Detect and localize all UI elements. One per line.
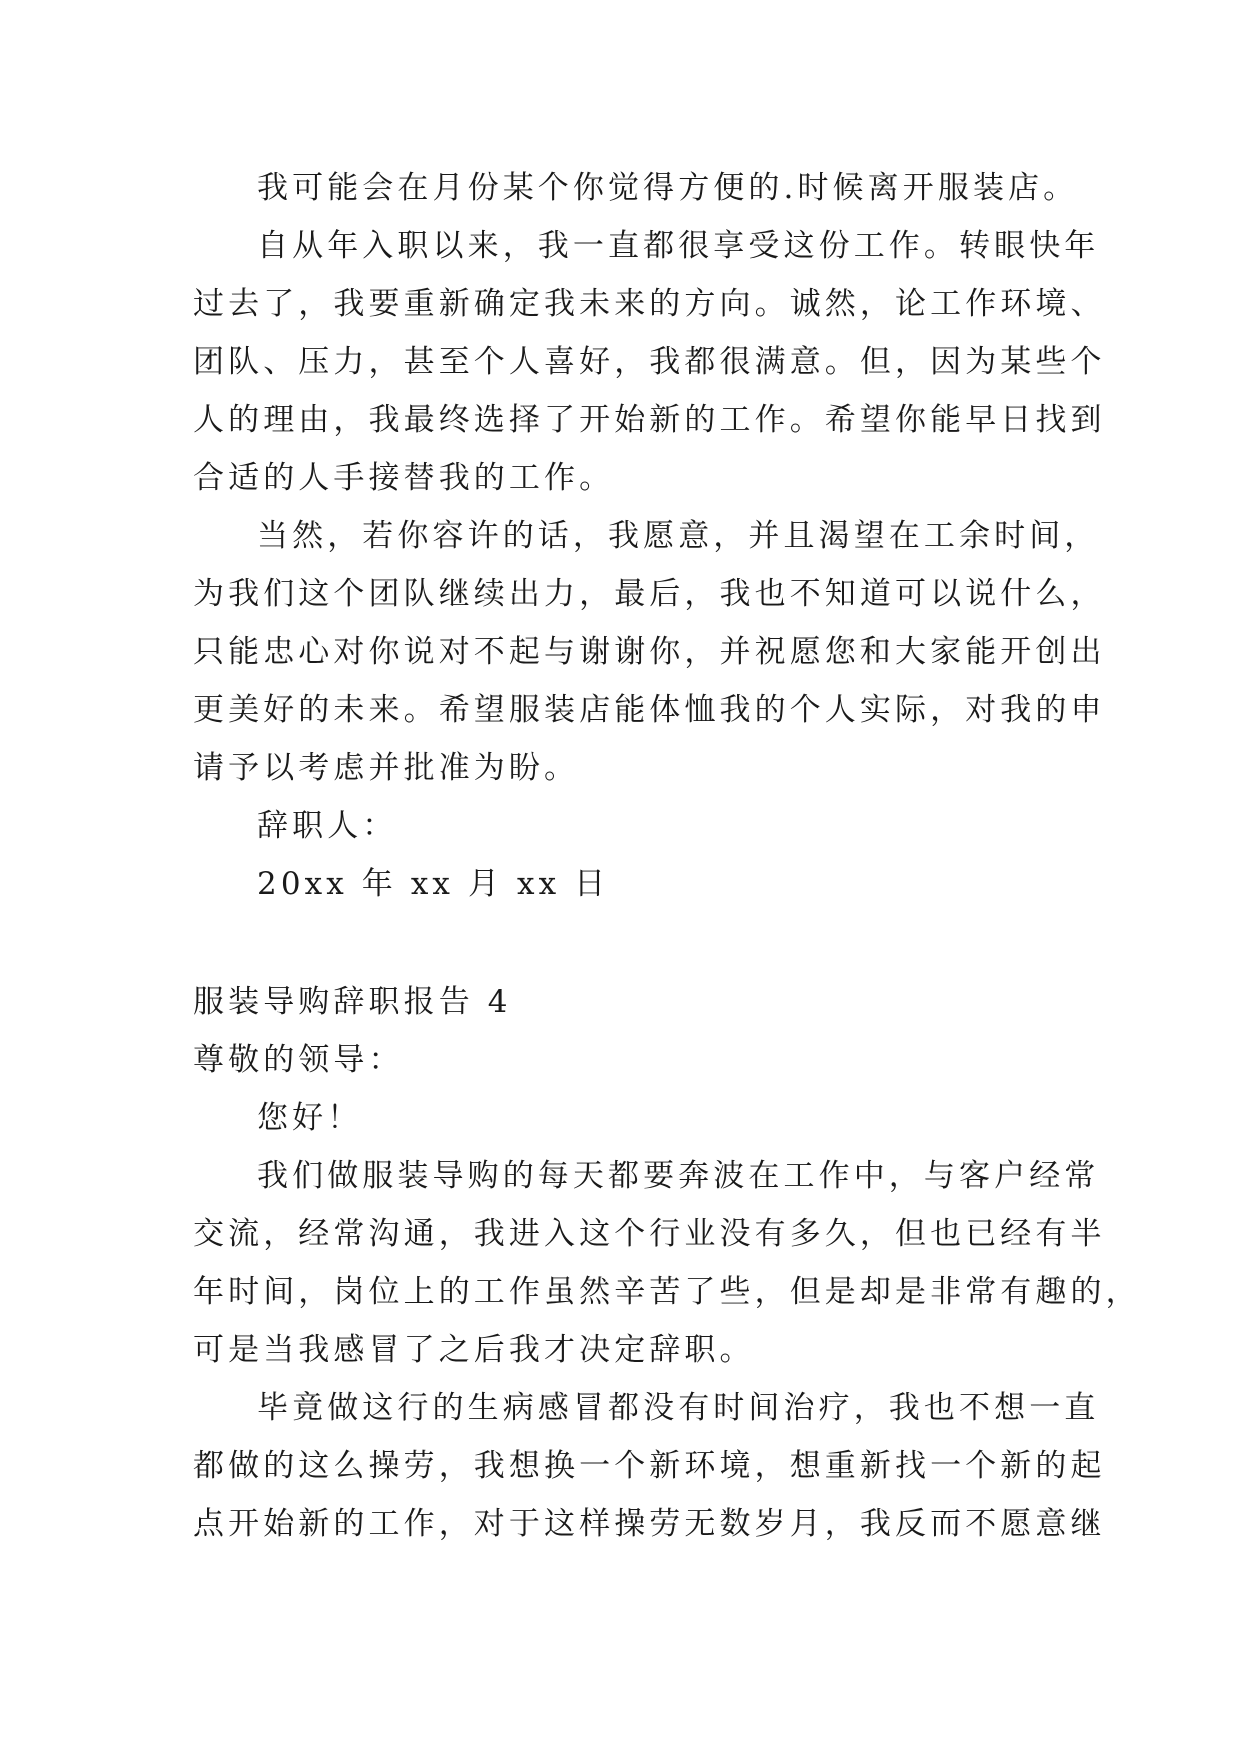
paragraph-line: 过去了，我要重新确定我未来的方向。诚然，论工作环境、 <box>193 286 1106 322</box>
paragraph-line: 只能忠心对你说对不起与谢谢你，并祝愿您和大家能开创出 <box>193 634 1106 670</box>
paragraph-line: 自从年入职以来，我一直都很享受这份工作。转眼快年 <box>257 228 1100 264</box>
paragraph-line: 毕竟做这行的生病感冒都没有时间治疗，我也不想一直 <box>257 1390 1100 1426</box>
paragraph-line: 年时间，岗位上的工作虽然辛苦了些，但是却是非常有趣的， <box>193 1274 1141 1310</box>
paragraph-line: 可是当我感冒了之后我才决定辞职。 <box>193 1332 755 1368</box>
paragraph-line: 更美好的未来。希望服装店能体恤我的个人实际，对我的申 <box>193 692 1106 728</box>
section-title: 服装导购辞职报告 4 <box>193 984 512 1020</box>
paragraph-line: 我们做服装导购的每天都要奔波在工作中，与客户经常 <box>257 1158 1100 1194</box>
salutation: 尊敬的领导： <box>193 1042 404 1078</box>
paragraph-line: 为我们这个团队继续出力，最后，我也不知道可以说什么， <box>193 576 1106 612</box>
paragraph-line: 请予以考虑并批准为盼。 <box>193 750 580 786</box>
paragraph-line: 合适的人手接替我的工作。 <box>193 460 615 496</box>
paragraph-line: 我可能会在月份某个你觉得方便的.时候离开服装店。 <box>257 170 1079 206</box>
paragraph-line: 点开始新的工作，对于这样操劳无数岁月，我反而不愿意继 <box>193 1506 1106 1542</box>
paragraph-line: 当然，若你容许的话，我愿意，并且渴望在工余时间， <box>257 518 1100 554</box>
paragraph-line: 团队、压力，甚至个人喜好，我都很满意。但，因为某些个 <box>193 344 1106 380</box>
paragraph-line: 都做的这么操劳，我想换一个新环境，想重新找一个新的起 <box>193 1448 1106 1484</box>
paragraph-line: 人的理由，我最终选择了开始新的工作。希望你能早日找到 <box>193 402 1106 438</box>
paragraph-line: 交流，经常沟通，我进入这个行业没有多久，但也已经有半 <box>193 1216 1106 1252</box>
signature-label: 辞职人： <box>257 808 398 844</box>
greeting: 您好！ <box>257 1100 363 1136</box>
date-line: 20xx 年 xx 月 xx 日 <box>257 866 610 902</box>
